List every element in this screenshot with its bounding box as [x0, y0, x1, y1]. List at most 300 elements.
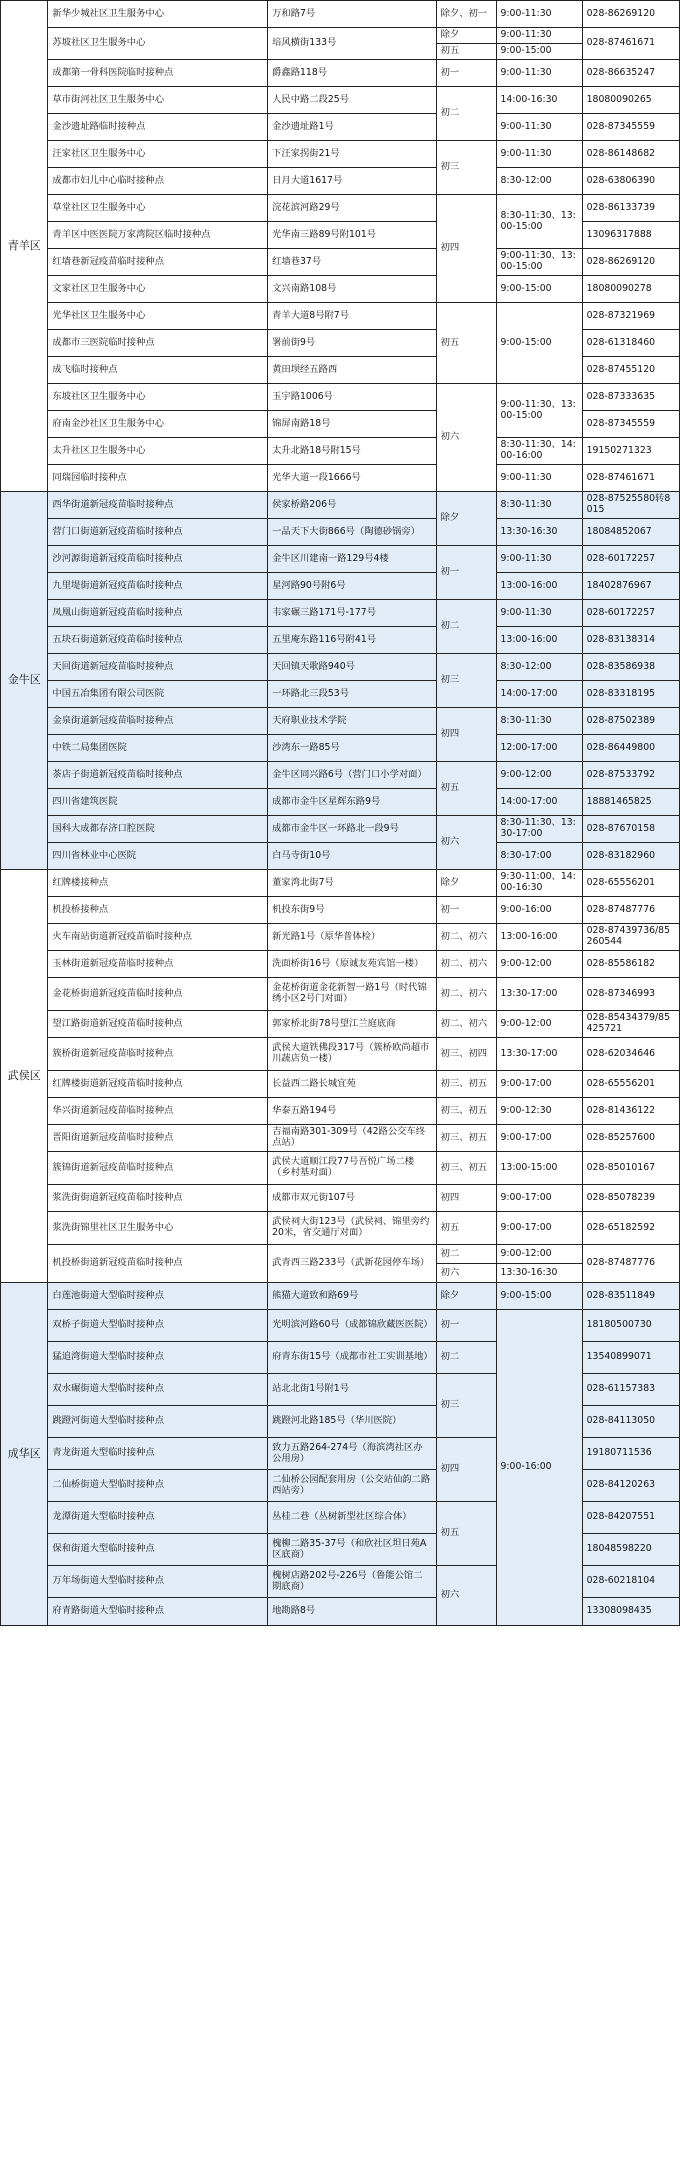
service-day: 初六	[436, 1264, 496, 1283]
site-name: 浆洗街街道新冠疫苗临时接种点	[48, 1185, 268, 1212]
service-time: 9:30-11:00、14:00-16:30	[496, 870, 582, 897]
table-row	[1, 1098, 680, 1125]
contact-phone: 028-86269120	[582, 1, 679, 28]
contact-phone: 028-65556201	[582, 870, 679, 897]
site-address: 成都市双元街107号	[268, 1185, 437, 1212]
service-day: 初六	[436, 1566, 496, 1626]
service-time: 8:30-12:00	[496, 654, 582, 681]
contact-phone: 028-85010167	[582, 1152, 679, 1185]
table-row	[1, 762, 680, 789]
service-day: 除夕、初一	[436, 1, 496, 28]
site-address: 一环路北三段53号	[268, 681, 437, 708]
service-time: 9:00-11:30	[496, 60, 582, 87]
service-time: 9:00-11:30	[496, 600, 582, 627]
service-time: 8:30-12:00	[496, 168, 582, 195]
site-name: 玉林街道新冠疫苗临时接种点	[48, 951, 268, 978]
table-row	[1, 195, 680, 222]
site-name: 望江路街道新冠疫苗临时接种点	[48, 1011, 268, 1038]
service-day: 除夕	[436, 870, 496, 897]
site-address: 黄田坝经五路西	[268, 357, 437, 384]
site-name: 四川省林业中心医院	[48, 843, 268, 870]
site-name: 成都市妇儿中心临时接种点	[48, 168, 268, 195]
service-time: 14:00-16:30	[496, 87, 582, 114]
table-row	[1, 303, 680, 330]
site-address: 洗面桥街16号（原诚友苑宾馆一楼）	[268, 951, 437, 978]
contact-phone: 19150271323	[582, 438, 679, 465]
site-address: 五里庵东路116号附41号	[268, 627, 437, 654]
site-name: 新华少城社区卫生服务中心	[48, 1, 268, 28]
service-day: 初二	[436, 600, 496, 654]
table-row	[1, 60, 680, 87]
site-address: 日月大道1617号	[268, 168, 437, 195]
contact-phone: 18881465825	[582, 789, 679, 816]
service-time: 9:00-11:30	[496, 1, 582, 28]
service-time: 13:00-16:00	[496, 573, 582, 600]
site-address: 成都市金牛区一环路北一段9号	[268, 816, 437, 843]
table-row	[1, 1071, 680, 1098]
contact-phone: 028-61157383	[582, 1374, 679, 1406]
site-address: 地勘路8号	[268, 1598, 437, 1626]
site-name: 草堂社区卫生服务中心	[48, 195, 268, 222]
service-day: 初五	[436, 762, 496, 816]
site-address: 武侯祠大街123号（武侯祠、锦里旁约20米，省交通厅对面）	[268, 1212, 437, 1245]
contact-phone: 028-85257600	[582, 1125, 679, 1152]
contact-phone: 028-63806390	[582, 168, 679, 195]
site-address: 白马寺街10号	[268, 843, 437, 870]
service-time: 9:00-17:00	[496, 1071, 582, 1098]
site-address: 丛桂二巷（丛树新型社区综合体）	[268, 1502, 437, 1534]
site-address: 武青西三路233号（武新花园停车场）	[268, 1245, 437, 1283]
site-name: 双水碾街道大型临时接种点	[48, 1374, 268, 1406]
service-time: 9:00-12:30	[496, 1098, 582, 1125]
contact-phone: 13096317888	[582, 222, 679, 249]
site-address: 金沙遗址路1号	[268, 114, 437, 141]
site-name: 成都市三医院临时接种点	[48, 330, 268, 357]
contact-phone: 18402876967	[582, 573, 679, 600]
table-row	[1, 1310, 680, 1342]
service-time: 13:00-16:00	[496, 627, 582, 654]
table-row	[1, 114, 680, 141]
site-name: 机投桥接种点	[48, 897, 268, 924]
table-row	[1, 951, 680, 978]
table-row	[1, 141, 680, 168]
service-day: 初二、初六	[436, 924, 496, 951]
district-group-qingyang	[1, 1, 680, 492]
site-address: 天府职业技术学院	[268, 708, 437, 735]
table-row	[1, 519, 680, 546]
table-row	[1, 1212, 680, 1245]
site-name: 白莲池街道大型临时接种点	[48, 1283, 268, 1310]
table-row	[1, 681, 680, 708]
site-address: 侯家桥路206号	[268, 492, 437, 519]
contact-phone: 028-65556201	[582, 1071, 679, 1098]
contact-phone: 18080090278	[582, 276, 679, 303]
service-time: 9:00-12:00	[496, 951, 582, 978]
site-name: 光华社区卫生服务中心	[48, 303, 268, 330]
service-time: 9:00-17:00	[496, 1185, 582, 1212]
service-time: 8:30-11:30、14:00-16:00	[496, 438, 582, 465]
service-time: 9:00-15:00	[496, 1283, 582, 1310]
service-day: 初四	[436, 708, 496, 762]
service-time: 8:30-11:30	[496, 492, 582, 519]
site-address: 槐树店路202号-226号（鲁能公馆二期底商）	[268, 1566, 437, 1598]
table-row	[1, 168, 680, 195]
service-time: 14:00-17:00	[496, 789, 582, 816]
table-row	[1, 627, 680, 654]
contact-phone: 18048598220	[582, 1534, 679, 1566]
service-day: 初一	[436, 1310, 496, 1342]
contact-phone: 028-87502389	[582, 708, 679, 735]
site-name: 金泉街道新冠疫苗临时接种点	[48, 708, 268, 735]
service-time: 9:00-12:00	[496, 1245, 582, 1264]
site-name: 中国五冶集团有限公司医院	[48, 681, 268, 708]
service-day: 初三、初五	[436, 1125, 496, 1152]
contact-phone: 028-84113050	[582, 1406, 679, 1438]
site-address: 熊猫大道致和路69号	[268, 1283, 437, 1310]
table-row	[1, 978, 680, 1011]
site-name: 红牌楼街道新冠疫苗临时接种点	[48, 1071, 268, 1098]
contact-phone: 028-87345559	[582, 411, 679, 438]
contact-phone: 028-85586182	[582, 951, 679, 978]
site-name: 火车南站街道新冠疫苗临时接种点	[48, 924, 268, 951]
site-address: 一品天下大街866号（陶德砂锅旁）	[268, 519, 437, 546]
site-address: 府青东街15号（成都市社工实训基地）	[268, 1342, 437, 1374]
site-address: 沙湾东一路85号	[268, 735, 437, 762]
contact-phone: 028-87439736/85260544	[582, 924, 679, 951]
site-address: 太升北路18号附15号	[268, 438, 437, 465]
site-address: 金花桥街道金花新智一路1号（时代锦绣小区2号门对面）	[268, 978, 437, 1011]
site-name: 府南金沙社区卫生服务中心	[48, 411, 268, 438]
service-day: 初一	[436, 897, 496, 924]
service-day: 初二、初六	[436, 1011, 496, 1038]
service-time: 8:30-17:00	[496, 843, 582, 870]
site-address: 青羊大道8号附7号	[268, 303, 437, 330]
service-time: 9:00-15:00	[496, 276, 582, 303]
table-row	[1, 924, 680, 951]
site-name: 万年场街道大型临时接种点	[48, 1566, 268, 1598]
site-name: 二仙桥街道大型临时接种点	[48, 1470, 268, 1502]
service-time: 12:00-17:00	[496, 735, 582, 762]
site-address: 韦家碾三路171号-177号	[268, 600, 437, 627]
service-day: 初三、初四	[436, 1038, 496, 1071]
site-name: 茶店子街道新冠疫苗临时接种点	[48, 762, 268, 789]
site-address: 武侯大道铁佛段317号（簇桥欧尚超市川蔬店负一楼）	[268, 1038, 437, 1071]
site-name: 天回街道新冠疫苗临时接种点	[48, 654, 268, 681]
table-row	[1, 897, 680, 924]
contact-phone: 028-86635247	[582, 60, 679, 87]
contact-phone: 028-87346993	[582, 978, 679, 1011]
service-time: 8:30-11:30、13:30-17:00	[496, 816, 582, 843]
contact-phone: 028-86148682	[582, 141, 679, 168]
site-address: 玉宇路1006号	[268, 384, 437, 411]
district-group-chenghua	[1, 1283, 680, 1626]
site-address: 下汪家拐街21号	[268, 141, 437, 168]
contact-phone: 028-60172257	[582, 546, 679, 573]
site-address: 董家湾北街7号	[268, 870, 437, 897]
contact-phone: 028-87461671	[582, 28, 679, 60]
site-name: 凤凰山街道新冠疫苗临时接种点	[48, 600, 268, 627]
table-row	[1, 1, 680, 28]
table-row	[1, 492, 680, 519]
service-day: 初三	[436, 141, 496, 195]
site-address: 致力五路264-274号（海滨湾社区办公用房）	[268, 1438, 437, 1470]
site-name: 苏坡社区卫生服务中心	[48, 28, 268, 60]
contact-phone: 18084852067	[582, 519, 679, 546]
service-time: 9:00-11:30	[496, 465, 582, 492]
service-time: 9:00-11:30	[496, 28, 582, 44]
site-name: 五块石街道新冠疫苗临时接种点	[48, 627, 268, 654]
site-name: 簇锦街道新冠疫苗临时接种点	[48, 1152, 268, 1185]
table-row	[1, 789, 680, 816]
service-time: 9:00-17:00	[496, 1212, 582, 1245]
service-day: 初六	[436, 816, 496, 870]
contact-phone: 028-60218104	[582, 1566, 679, 1598]
contact-phone: 028-62034646	[582, 1038, 679, 1071]
contact-phone: 028-87487776	[582, 897, 679, 924]
service-day: 初二	[436, 1245, 496, 1264]
contact-phone: 028-87533792	[582, 762, 679, 789]
site-address: 红墙巷37号	[268, 249, 437, 276]
site-name: 保和街道大型临时接种点	[48, 1534, 268, 1566]
contact-phone: 028-87345559	[582, 114, 679, 141]
table-row	[1, 708, 680, 735]
service-time: 13:30-16:30	[496, 1264, 582, 1283]
site-address: 华泰五路194号	[268, 1098, 437, 1125]
site-address: 金牛区同兴路6号（营门口小学对面）	[268, 762, 437, 789]
district-name: 成华区	[1, 1283, 48, 1626]
site-address: 爵鑫路118号	[268, 60, 437, 87]
contact-phone: 13308098435	[582, 1598, 679, 1626]
contact-phone: 028-60172257	[582, 600, 679, 627]
table-row	[1, 384, 680, 411]
site-name: 红墙巷新冠疫苗临时接种点	[48, 249, 268, 276]
site-name: 华兴街道新冠疫苗临时接种点	[48, 1098, 268, 1125]
site-name: 青龙街道大型临时接种点	[48, 1438, 268, 1470]
contact-phone: 028-83318195	[582, 681, 679, 708]
site-address: 郭家桥北街78号望江兰庭底商	[268, 1011, 437, 1038]
district-name: 青羊区	[1, 1, 48, 492]
site-name: 猛追湾街道大型临时接种点	[48, 1342, 268, 1374]
contact-phone: 028-81436122	[582, 1098, 679, 1125]
site-address: 天回镇天歌路940号	[268, 654, 437, 681]
site-address: 光明滨河路60号（成都锦欣藏医医院）	[268, 1310, 437, 1342]
service-day: 初四	[436, 195, 496, 303]
site-name: 同瑞园临时接种点	[48, 465, 268, 492]
contact-phone: 18180500730	[582, 1310, 679, 1342]
service-time: 9:00-12:00	[496, 1011, 582, 1038]
service-day: 初三、初五	[436, 1098, 496, 1125]
service-time: 9:00-11:30、13:00-15:00	[496, 249, 582, 276]
service-day: 初五	[436, 1212, 496, 1245]
service-time: 8:30-11:30、13:00-15:00	[496, 195, 582, 249]
service-time: 9:00-11:30	[496, 114, 582, 141]
service-day: 除夕	[436, 492, 496, 546]
contact-phone: 028-83138314	[582, 627, 679, 654]
service-time: 14:00-17:00	[496, 681, 582, 708]
service-time: 9:00-15:00	[496, 44, 582, 60]
contact-phone: 028-83182960	[582, 843, 679, 870]
site-address: 光华大道一段1666号	[268, 465, 437, 492]
site-name: 簇桥街道新冠疫苗临时接种点	[48, 1038, 268, 1071]
service-time: 8:30-11:30	[496, 708, 582, 735]
site-address: 金牛区川建南一路129号4楼	[268, 546, 437, 573]
site-address: 署前街9号	[268, 330, 437, 357]
site-name: 草市街河社区卫生服务中心	[48, 87, 268, 114]
service-day: 初五	[436, 303, 496, 384]
site-name: 太升社区卫生服务中心	[48, 438, 268, 465]
contact-phone: 028-87321969	[582, 303, 679, 330]
table-row	[1, 1038, 680, 1071]
contact-phone: 028-61318460	[582, 330, 679, 357]
contact-phone: 028-86449800	[582, 735, 679, 762]
service-day: 初五	[436, 1502, 496, 1566]
site-name: 红牌楼接种点	[48, 870, 268, 897]
table-row	[1, 546, 680, 573]
site-name: 西华街道新冠疫苗临时接种点	[48, 492, 268, 519]
service-day: 除夕	[436, 1283, 496, 1310]
site-name: 成都第一骨科医院临时接种点	[48, 60, 268, 87]
table-row	[1, 1011, 680, 1038]
contact-phone: 028-85434379/85425721	[582, 1011, 679, 1038]
site-name: 双桥子街道大型临时接种点	[48, 1310, 268, 1342]
site-address: 锦屏南路18号	[268, 411, 437, 438]
service-time: 9:00-11:30	[496, 141, 582, 168]
service-day: 初一	[436, 546, 496, 600]
service-time: 13:30-17:00	[496, 1038, 582, 1071]
contact-phone: 028-87333635	[582, 384, 679, 411]
contact-phone: 028-87670158	[582, 816, 679, 843]
table-row	[1, 1283, 680, 1310]
service-day: 除夕	[436, 28, 496, 44]
site-address: 长益西二路长城宜苑	[268, 1071, 437, 1098]
site-name: 四川省建筑医院	[48, 789, 268, 816]
service-time: 13:00-15:00	[496, 1152, 582, 1185]
table-row	[1, 654, 680, 681]
contact-phone: 028-86133739	[582, 195, 679, 222]
site-address: 人民中路二段25号	[268, 87, 437, 114]
site-address: 武侯大道顺江段77号吾悦广场二楼（乡村基对面）	[268, 1152, 437, 1185]
service-time: 9:00-16:00	[496, 897, 582, 924]
site-name: 浆洗街锦里社区卫生服务中心	[48, 1212, 268, 1245]
site-address: 二仙桥公园配套用房（公交站仙韵二路西站旁）	[268, 1470, 437, 1502]
contact-phone: 028-87487776	[582, 1245, 679, 1283]
site-name: 九里堤街道新冠疫苗临时接种点	[48, 573, 268, 600]
site-address: 光华南三路89号附101号	[268, 222, 437, 249]
contact-phone: 19180711536	[582, 1438, 679, 1470]
service-time: 13:30-16:30	[496, 519, 582, 546]
site-name: 府青路街道大型临时接种点	[48, 1598, 268, 1626]
table-row	[1, 1125, 680, 1152]
service-time: 9:00-11:30	[496, 546, 582, 573]
site-name: 晋阳街道新冠疫苗临时接种点	[48, 1125, 268, 1152]
site-name: 东坡社区卫生服务中心	[48, 384, 268, 411]
site-address: 浣花滨河路29号	[268, 195, 437, 222]
table-row	[1, 843, 680, 870]
service-day: 初三、初五	[436, 1152, 496, 1185]
contact-phone: 028-85078239	[582, 1185, 679, 1212]
site-address: 成都市金牛区星辉东路9号	[268, 789, 437, 816]
site-name: 中铁二局集团医院	[48, 735, 268, 762]
site-name: 青羊区中医医院万家湾院区临时接种点	[48, 222, 268, 249]
table-row	[1, 28, 680, 44]
contact-phone: 028-87455120	[582, 357, 679, 384]
contact-phone: 028-84120263	[582, 1470, 679, 1502]
site-address: 跳蹬河北路185号（华川医院）	[268, 1406, 437, 1438]
site-name: 汪家社区卫生服务中心	[48, 141, 268, 168]
site-address: 文兴南路108号	[268, 276, 437, 303]
service-day: 初二	[436, 87, 496, 141]
service-day: 初三	[436, 1374, 496, 1438]
contact-phone: 18080090265	[582, 87, 679, 114]
contact-phone: 028-87461671	[582, 465, 679, 492]
site-address: 万和路7号	[268, 1, 437, 28]
table-row	[1, 600, 680, 627]
table-row	[1, 249, 680, 276]
site-address: 吉福南路301-309号（42路公交车终点站）	[268, 1125, 437, 1152]
site-name: 机投桥街道新冠疫苗临时接种点	[48, 1245, 268, 1283]
table-row	[1, 438, 680, 465]
district-group-wuhou	[1, 870, 680, 1283]
table-row	[1, 276, 680, 303]
service-day: 初二、初六	[436, 951, 496, 978]
service-time: 9:00-17:00	[496, 1125, 582, 1152]
district-name: 金牛区	[1, 492, 48, 870]
service-time: 9:00-12:00	[496, 762, 582, 789]
contact-phone: 13540899071	[582, 1342, 679, 1374]
site-name: 跳蹬河街道大型临时接种点	[48, 1406, 268, 1438]
service-day: 初五	[436, 44, 496, 60]
site-name: 金花桥街道新冠疫苗临时接种点	[48, 978, 268, 1011]
site-name: 沙河源街道新冠疫苗临时接种点	[48, 546, 268, 573]
site-name: 金沙遗址路临时接种点	[48, 114, 268, 141]
site-address: 新光路1号（原华普体检）	[268, 924, 437, 951]
service-day: 初二	[436, 1342, 496, 1374]
table-row	[1, 816, 680, 843]
service-day: 初一	[436, 60, 496, 87]
site-name: 文家社区卫生服务中心	[48, 276, 268, 303]
table-row	[1, 1152, 680, 1185]
site-name: 营门口街道新冠疫苗临时接种点	[48, 519, 268, 546]
site-address: 站北北街1号附1号	[268, 1374, 437, 1406]
table-row	[1, 87, 680, 114]
table-row	[1, 735, 680, 762]
service-day: 初四	[436, 1438, 496, 1502]
site-name: 国科大成都存济口腔医院	[48, 816, 268, 843]
district-name: 武侯区	[1, 870, 48, 1283]
service-time: 13:30-17:00	[496, 978, 582, 1011]
contact-phone: 028-65182592	[582, 1212, 679, 1245]
service-day: 初六	[436, 384, 496, 492]
service-time: 13:00-16:00	[496, 924, 582, 951]
site-address: 星河路90号附6号	[268, 573, 437, 600]
table-row	[1, 1185, 680, 1212]
site-address: 槐柳二路35-37号（和欣社区坦日苑A区底商）	[268, 1534, 437, 1566]
contact-phone: 028-86269120	[582, 249, 679, 276]
site-name: 龙潭街道大型临时接种点	[48, 1502, 268, 1534]
table-row	[1, 1245, 680, 1264]
service-day: 初四	[436, 1185, 496, 1212]
service-time: 9:00-11:30、13:00-15:00	[496, 384, 582, 438]
site-name: 成飞临时接种点	[48, 357, 268, 384]
site-address: 机投东街9号	[268, 897, 437, 924]
service-time: 9:00-16:00	[496, 1310, 582, 1626]
contact-phone: 028-83511849	[582, 1283, 679, 1310]
service-day: 初二、初六	[436, 978, 496, 1011]
table-row	[1, 870, 680, 897]
contact-phone: 028-84207551	[582, 1502, 679, 1534]
site-address: 培风横街133号	[268, 28, 437, 60]
district-group-jinniu	[1, 492, 680, 870]
